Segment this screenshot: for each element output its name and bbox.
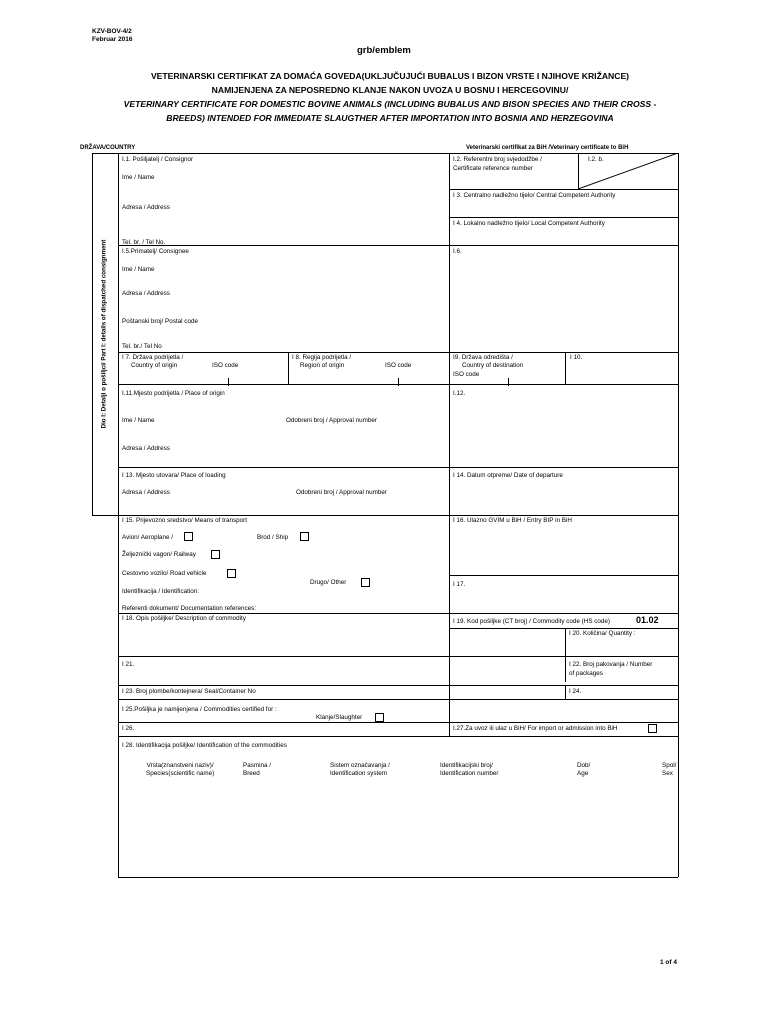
i19-label: I 19. Kod pošiljke (CT broj) / Commodity code (HS code) — [453, 618, 611, 625]
consignor-tel-label: Tel. br. / Tel No. — [122, 239, 166, 246]
i4-label: I 4. Lokalno nadležno tijelo/ Local Competent Authority — [453, 220, 605, 227]
i8-iso-label: ISO code — [385, 362, 412, 369]
col-identification-system: Sistem označavanja / Identification system — [330, 762, 390, 777]
origin-approval-label: Odobreni broj / Approval number — [286, 417, 378, 424]
i2-en-label: Certificate reference number — [453, 165, 533, 172]
side-label: Dio I: Detalji o pošiljci/ Part I: details of dispatched consignment — [100, 239, 108, 429]
i6-label: I.6. — [453, 248, 462, 255]
i26-label: I 26. — [122, 725, 135, 732]
import-checkbox[interactable] — [648, 724, 657, 733]
i24-label: I 24. — [569, 688, 582, 695]
i18-label: I 18. Opis pošiljke/ Description of commodity — [122, 615, 246, 622]
road-checkbox[interactable] — [227, 569, 236, 578]
doc-date: Februar 2016 — [92, 36, 133, 43]
slaughter-label: Klanje/Slaughter — [316, 714, 363, 721]
i8-en-label: Region of origin — [300, 362, 345, 369]
i14-label: I 14. Datum otpreme/ Date of departure — [453, 472, 563, 479]
country-label: DRŽAVA/COUNTRY — [80, 145, 136, 151]
col-sex: Spol/ Sex — [662, 762, 677, 777]
doc-code: KZV-BOV-4/2 — [92, 28, 132, 35]
loading-approval-label: Odobreni broj / Approval number — [296, 489, 388, 496]
identification-label: Identifikacija / Identification: — [122, 588, 200, 595]
aeroplane-label: Avion/ Aeroplane / — [122, 534, 173, 541]
other-checkbox[interactable] — [361, 578, 370, 587]
i9-iso-label: ISO code — [453, 371, 480, 378]
i7-en-label: Country of origin — [131, 362, 178, 369]
i25-label: I 25.Pošiljka je namijenjena / Commodities certified for : — [122, 706, 277, 713]
i1-label: I.1. Pošiljatelj / Consignor — [122, 156, 194, 163]
consignee-name-label: Ime / Name — [122, 266, 155, 273]
i9-label: I9. Država odredišta / — [453, 354, 513, 361]
road-label: Cestovno vozilo/ Road vehicle — [122, 570, 207, 577]
cert-label: Veterinarski certifikat za BiH /Veterinary certificate to BiH — [466, 145, 629, 151]
slaughter-checkbox[interactable] — [375, 713, 384, 722]
hs-code-value: 01.02 — [636, 615, 659, 625]
title-line-3: VETERINARY CERTIFICATE FOR DOMESTIC BOVINE ANIMALS (INCLUDING BUBALUS AND BISON SPECIES AND THEIR CROSS - — [123, 99, 657, 109]
i15-label: I 15. Prijevozno sredstvo/ Means of transport — [122, 517, 247, 524]
i27-label: I.27.Za uvoz ili ulaz u BiH/ For import or admission into BiH — [453, 725, 618, 732]
railway-checkbox[interactable] — [211, 550, 220, 559]
other-label: Drugo/ Other — [310, 579, 347, 586]
origin-address-label: Adresa / Address — [122, 445, 170, 452]
consignee-address-label: Adresa / Address — [122, 290, 170, 297]
i11-label: I.11.Mjesto podrijetla / Place of origin — [122, 390, 225, 397]
railway-label: Željeznički vagon/ Railway — [122, 551, 196, 558]
consignor-name-label: Ime / Name — [122, 174, 155, 181]
ship-label: Brod / Ship — [257, 534, 289, 541]
i13-label: I 13. Mjesto utovara/ Place of loading — [122, 472, 226, 479]
col-breed: Pasmina / Breed — [243, 762, 271, 777]
col-identification-number: Identifikacijski broj/ Identification number — [440, 762, 499, 777]
i10-label: I 10. — [570, 354, 583, 361]
emblem-label: grb/emblem — [357, 45, 411, 56]
side-label-cell — [93, 153, 118, 515]
i2b-label: I.2. b. — [588, 156, 604, 163]
consignor-address-label: Adresa / Address — [122, 204, 170, 211]
i8-label: I 8. Regija podrijetla / — [292, 354, 352, 361]
col-species: Vrsta(znanstveni naziv)/ Species(scientific name) — [146, 762, 215, 777]
title-line-4: BREEDS) INTENDED FOR IMMEDIATE SLAUGTHER AFTER IMPORTATION INTO BOSNIA AND HERZEGOVINA — [166, 113, 614, 123]
documentation-label: Referenti dokument/ Documentation references: — [122, 605, 257, 612]
page-number: 1 of 4 — [660, 959, 677, 966]
i22-label: I 22. Broj pakovanja / Number — [569, 661, 653, 668]
i17-label: I 17. — [453, 581, 466, 588]
i21-label: I 21. — [122, 661, 135, 668]
i16-label: I 16. Ulazno GVIM u BiH / Entry BIP in BiH — [453, 517, 572, 524]
i3-label: I 3. Centralno nadležno tijelo/ Central Competent Authority — [453, 192, 616, 199]
i7-label: I 7. Država podrijetla / — [122, 354, 184, 361]
i28-label: I 28. Identifikacija pošiljke/ Identification of the commodities — [122, 742, 287, 749]
postal-code-label: Poštanski broj/ Postal code — [122, 318, 198, 325]
i12-label: I.12. — [453, 390, 466, 397]
consignee-tel-label: Tel. br./ Tel No — [122, 343, 162, 350]
i23-label: I 23. Broj plombe/kontejnera/ Seal/Container No — [122, 688, 256, 695]
origin-name-label: Ime / Name — [122, 417, 155, 424]
i2-label: I.2. Referentni broj svjedodžbe / — [453, 156, 542, 163]
i7-iso-label: ISO code — [212, 362, 239, 369]
ship-checkbox[interactable] — [300, 532, 309, 541]
aeroplane-checkbox[interactable] — [184, 532, 193, 541]
title-line-1: VETERINARSKI CERTIFIKAT ZA DOMAĆA GOVEDA(UKLJUČUJUĆI BUBALUS I BIZON VRSTE I NJIHOVE KRIŽANCE) — [150, 71, 630, 81]
i9-en-label: Country of destination — [462, 362, 524, 369]
loading-address-label: Adresa / Address — [122, 489, 170, 496]
title-line-2: NAMIJENJENA ZA NEPOSREDNO KLANJE NAKON UVOZA U BOSNU I HERCEGOVINU/ — [211, 85, 569, 95]
col-age: Dob/ Age — [577, 762, 591, 777]
i20-label: I 20. Količina/ Quantity : — [569, 630, 636, 637]
i22-en-label: of packages — [569, 670, 603, 677]
i5-label: I.5.Primatelj/ Consignee — [122, 248, 189, 255]
